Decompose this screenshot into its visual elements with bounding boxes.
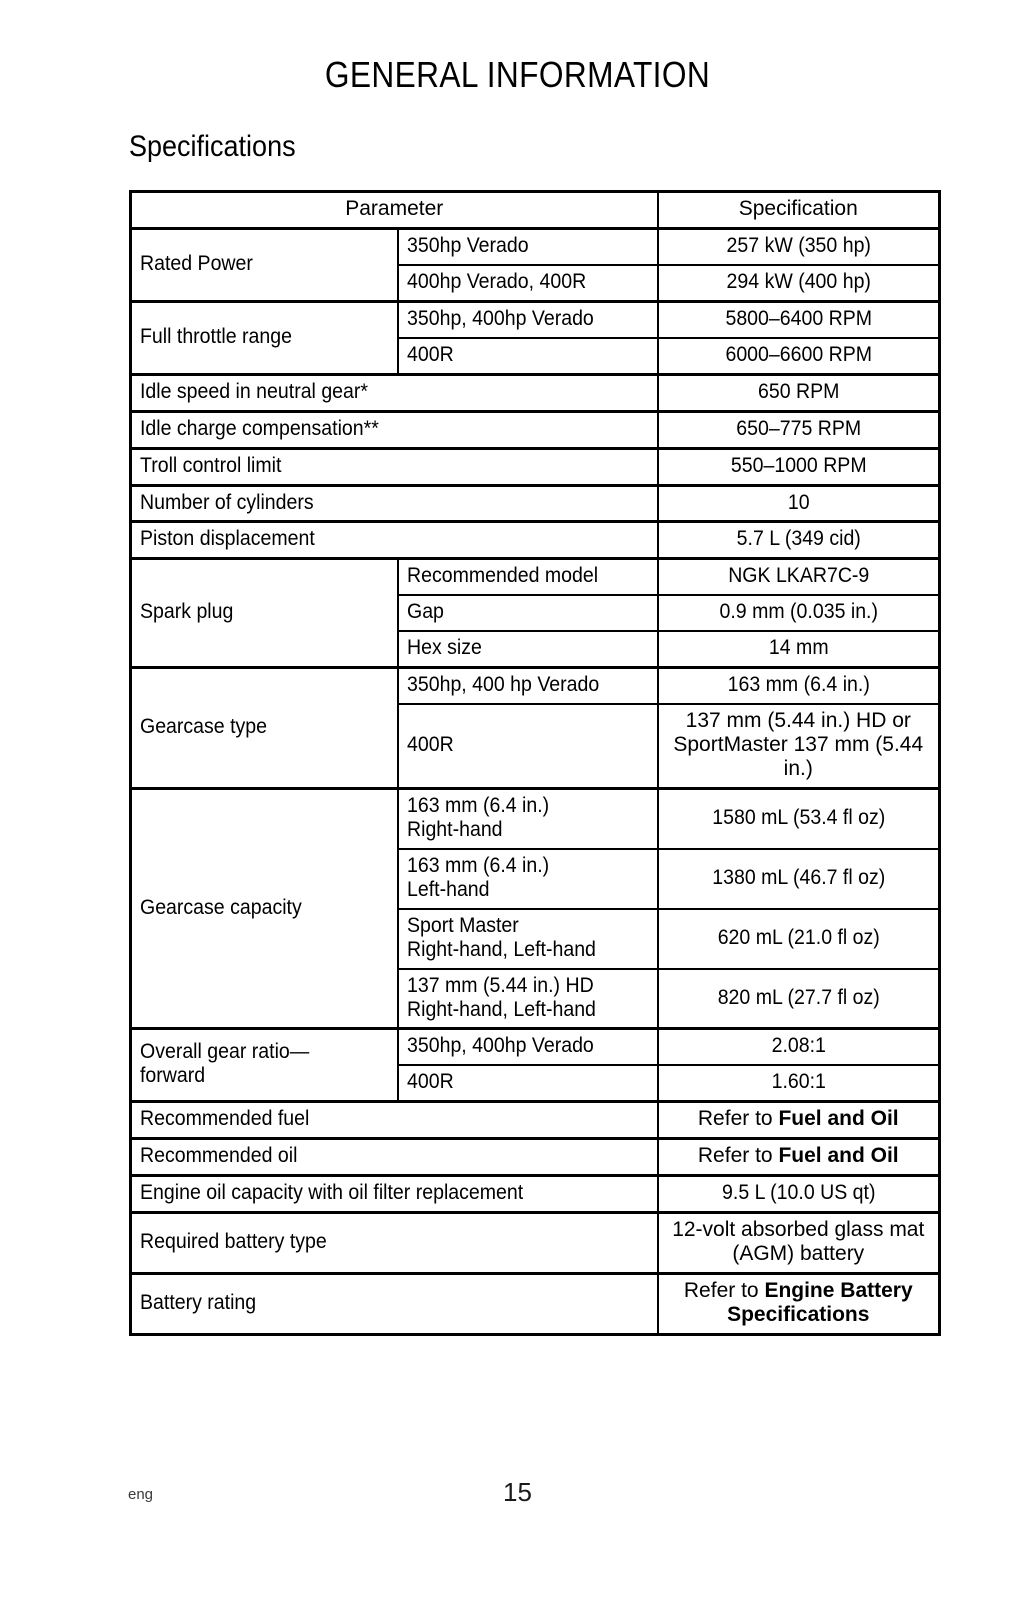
column-header-specification: Specification: [658, 192, 940, 229]
param-piston-displacement: Piston displacement: [131, 522, 658, 559]
sub-param: 137 mm (5.44 in.) HD Right-hand, Left-hand: [398, 969, 658, 1029]
table-row: [131, 559, 940, 595]
table-row: [131, 301, 940, 337]
spec-value: 10: [658, 485, 940, 522]
table-row: [131, 788, 940, 848]
spec-value: 620 mL (21.0 fl oz): [658, 909, 940, 969]
spec-value: 1580 mL (53.4 fl oz): [658, 788, 940, 848]
spec-reference: Engine Battery Specifications: [727, 1279, 913, 1326]
param-recommended-fuel: Recommended fuel: [131, 1102, 658, 1139]
sub-param: 400R: [398, 704, 658, 788]
sub-param: 400R: [398, 338, 658, 374]
spec-value: 12-volt absorbed glass mat (AGM) battery: [658, 1213, 940, 1274]
footer-page-number: 15: [503, 1477, 532, 1507]
spec-value: 9.5 L (10.0 US qt): [658, 1176, 940, 1213]
sub-param: 350hp, 400hp Verado: [398, 301, 658, 337]
spec-value: 294 kW (400 hp): [658, 265, 940, 301]
spec-value: Refer to Engine Battery Specifications: [658, 1274, 940, 1335]
spec-reference: Fuel and Oil: [778, 1107, 899, 1131]
table-row: [131, 522, 940, 559]
page-title: GENERAL INFORMATION: [324, 54, 711, 95]
spec-value: 0.9 mm (0.035 in.): [658, 595, 940, 631]
spec-value: 820 mL (27.7 fl oz): [658, 969, 940, 1029]
sub-param: Hex size: [398, 631, 658, 667]
spec-value: 2.08:1: [658, 1029, 940, 1065]
param-recommended-oil: Recommended oil: [131, 1139, 658, 1176]
spec-value: 5800–6400 RPM: [658, 301, 940, 337]
table-row: [131, 448, 940, 485]
spec-value: 550–1000 RPM: [658, 448, 940, 485]
table-header-row: [131, 192, 940, 229]
table-row: [131, 411, 940, 448]
table-row: [131, 485, 940, 522]
sub-param: Gap: [398, 595, 658, 631]
spec-value: 137 mm (5.44 in.) HD or SportMaster 137 mm (5.44 in.): [658, 704, 940, 788]
spec-value: 1380 mL (46.7 fl oz): [658, 849, 940, 909]
spec-reference: Fuel and Oil: [778, 1144, 899, 1168]
param-gearcase-type: Gearcase type: [131, 668, 398, 789]
param-spark-plug: Spark plug: [131, 559, 398, 668]
specifications-table: [129, 190, 941, 1336]
param-number-of-cylinders: Number of cylinders: [131, 485, 658, 522]
column-header-parameter: Parameter: [131, 192, 658, 229]
spec-value: 14 mm: [658, 631, 940, 667]
table-row: [131, 1139, 940, 1176]
spec-value: 1.60:1: [658, 1065, 940, 1101]
section-title: Specifications: [129, 130, 296, 163]
spec-value: Refer to Fuel and Oil: [658, 1102, 940, 1139]
table-row: [131, 668, 940, 704]
param-idle-speed-neutral: Idle speed in neutral gear*: [131, 374, 658, 411]
table-row: [131, 1274, 940, 1335]
table-row: [131, 1213, 940, 1274]
param-overall-gear-ratio-forward: Overall gear ratio—forward: [131, 1029, 398, 1102]
specifications-table-container: [129, 190, 938, 1336]
table-row: [131, 228, 940, 264]
spec-value: 5.7 L (349 cid): [658, 522, 940, 559]
param-troll-control-limit: Troll control limit: [131, 448, 658, 485]
param-rated-power: Rated Power: [131, 228, 398, 301]
spec-value: 6000–6600 RPM: [658, 338, 940, 374]
spec-value: Refer to Fuel and Oil: [658, 1139, 940, 1176]
table-row: [131, 374, 940, 411]
spec-value: 650 RPM: [658, 374, 940, 411]
param-required-battery-type: Required battery type: [131, 1213, 658, 1274]
param-gearcase-capacity: Gearcase capacity: [131, 788, 398, 1029]
param-engine-oil-capacity: Engine oil capacity with oil filter replacement: [131, 1176, 658, 1213]
spec-value: 163 mm (6.4 in.): [658, 668, 940, 704]
table-row: [131, 1102, 940, 1139]
sub-param: 163 mm (6.4 in.) Left-hand: [398, 849, 658, 909]
sub-param: 350hp, 400hp Verado: [398, 1029, 658, 1065]
sub-param: Recommended model: [398, 559, 658, 595]
sub-param: 350hp, 400 hp Verado: [398, 668, 658, 704]
sub-param: 163 mm (6.4 in.) Right-hand: [398, 788, 658, 848]
param-full-throttle-range: Full throttle range: [131, 301, 398, 374]
sub-param: Sport Master Right-hand, Left-hand: [398, 909, 658, 969]
table-row: [131, 1029, 940, 1065]
spec-value: 257 kW (350 hp): [658, 228, 940, 264]
sub-param: 400hp Verado, 400R: [398, 265, 658, 301]
spec-value: 650–775 RPM: [658, 411, 940, 448]
sub-param: 350hp Verado: [398, 228, 658, 264]
sub-param: 400R: [398, 1065, 658, 1101]
param-idle-charge-compensation: Idle charge compensation**: [131, 411, 658, 448]
table-row: [131, 1176, 940, 1213]
spec-value: NGK LKAR7C-9: [658, 559, 940, 595]
param-battery-rating: Battery rating: [131, 1274, 658, 1335]
footer-language-code: eng: [128, 1486, 154, 1503]
